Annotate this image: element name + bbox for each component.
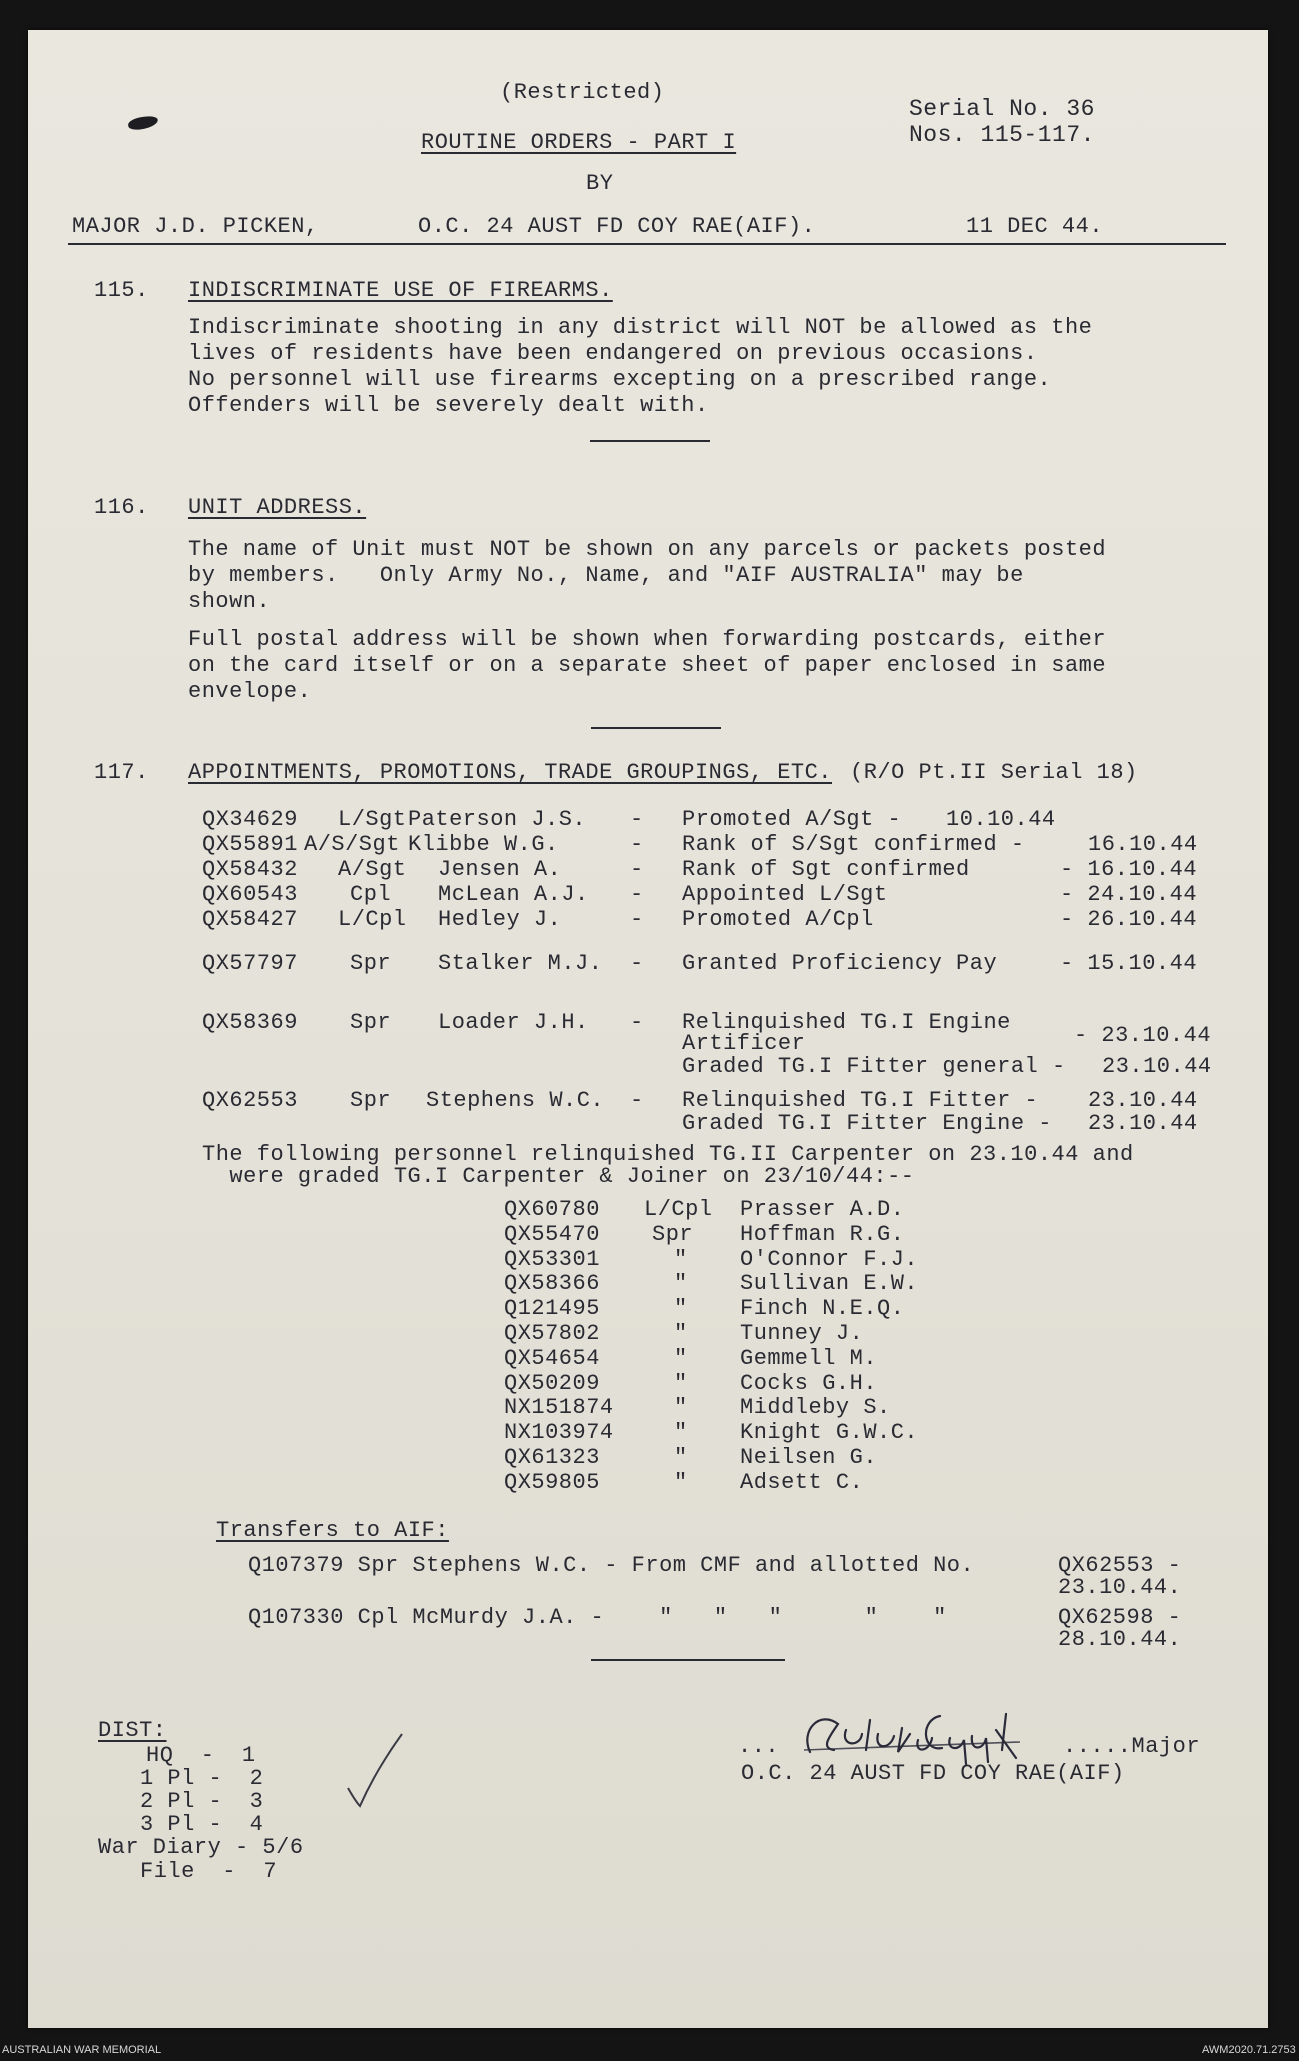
service-number: QX53301 <box>504 1246 600 1272</box>
signature-rank: .....Major <box>1063 1734 1201 1759</box>
distribution-item: 3 Pl - 4 <box>140 1812 264 1837</box>
member-name: Jensen A. <box>438 857 562 882</box>
rank: Spr <box>350 1088 392 1113</box>
member-name: Finch N.E.Q. <box>740 1296 905 1322</box>
service-number: QX58427 <box>202 907 298 932</box>
member-name: Tunney J. <box>740 1321 864 1346</box>
carpenter-row <box>28 1470 1268 1496</box>
rank: " <box>674 1395 688 1421</box>
distribution-item: 1 Pl - 2 <box>140 1766 264 1791</box>
action-date: - 15.10.44 <box>1060 951 1198 976</box>
rank: L/Cpl <box>644 1197 713 1222</box>
appointment-row <box>28 807 1268 833</box>
member-name: Loader J.H. <box>438 1010 589 1035</box>
serial-number: Serial No. 36 <box>909 96 1095 122</box>
service-number: QX55891 <box>202 832 298 857</box>
by-label: BY <box>586 171 614 196</box>
section-116-number: 116. <box>94 495 149 520</box>
appointment-row <box>28 882 1268 908</box>
rank: A/Sgt <box>338 857 407 882</box>
member-name: Neilsen G. <box>740 1445 878 1470</box>
action-date: 10.10.44 <box>946 807 1056 832</box>
section-117-reference: (R/O Pt.II Serial 18) <box>850 760 1138 785</box>
order-numbers: Nos. 115-117. <box>909 122 1095 148</box>
rank: " <box>674 1246 688 1272</box>
service-number: QX57802 <box>504 1321 600 1346</box>
action-date: - 26.10.44 <box>1060 907 1198 932</box>
action: Graded TG.I Fitter Engine - <box>682 1111 1052 1136</box>
transfer-detail: Q107379 Spr Stephens W.C. - From CMF and allotted No. <box>248 1553 975 1578</box>
action-date: - 24.10.44 <box>1060 882 1198 907</box>
section-115-body: Indiscriminate shooting in any district will NOT be allowed as the lives of residents have been endangered on previous occasions. No personnel will use firearms excepting on a prescribed range. Offenders will be severely dealt with. <box>188 315 1093 418</box>
rank: " <box>674 1469 688 1495</box>
rank: Spr <box>350 951 392 976</box>
check-mark <box>346 1730 406 1810</box>
section-117-heading: APPOINTMENTS, PROMOTIONS, TRADE GROUPINGS, ETC. <box>188 760 833 785</box>
section-116-heading: UNIT ADDRESS. <box>188 495 367 520</box>
transfer-row <box>28 1605 1268 1652</box>
rank: " <box>674 1321 688 1346</box>
archive-name: AUSTRALIAN WAR MEMORIAL <box>2 2044 162 2056</box>
service-number: QX60780 <box>504 1197 600 1222</box>
row-dash: - <box>630 832 644 857</box>
action-date: - 23.10.44 <box>1074 1023 1212 1048</box>
signature-title: O.C. 24 AUST FD COY RAE(AIF) <box>741 1761 1125 1786</box>
row-dash: - <box>630 1010 644 1035</box>
row-dash: - <box>630 1088 644 1113</box>
appointment-row <box>28 907 1268 933</box>
issuer: MAJOR J.D. PICKEN, <box>72 214 319 239</box>
rank: L/Sgt <box>338 807 407 832</box>
carpenter-row <box>28 1271 1268 1297</box>
service-number: QX54654 <box>504 1345 600 1371</box>
service-number: QX55470 <box>504 1221 600 1247</box>
document-title: ROUTINE ORDERS - PART I <box>421 130 737 155</box>
member-name: Prasser A.D. <box>740 1197 905 1222</box>
action: Relinquished TG.I Fitter - <box>682 1088 1039 1113</box>
carpenter-row <box>28 1197 1268 1223</box>
member-name: Gemmell M. <box>740 1345 878 1371</box>
service-number: QX62553 <box>202 1088 298 1113</box>
service-number: QX57797 <box>202 951 298 976</box>
service-number: QX58366 <box>504 1271 600 1297</box>
carpenter-row <box>28 1371 1268 1397</box>
appointment-row <box>28 832 1268 858</box>
action: Promoted A/Cpl <box>682 907 874 932</box>
carpenter-intro: The following personnel relinquished TG.II Carpenter on 23.10.44 and were graded TG.I Carpenter & Joiner on 23/10/44:-- <box>202 1142 1134 1189</box>
service-number: QX58432 <box>202 857 298 882</box>
action-date: - 16.10.44 <box>1060 857 1198 882</box>
carpenter-row <box>28 1445 1268 1471</box>
rank: " <box>674 1345 688 1371</box>
member-name: Stephens W.C. <box>426 1088 605 1113</box>
row-dash: - <box>630 857 644 882</box>
action: Appointed L/Sgt <box>682 882 888 907</box>
action: Promoted A/Sgt - <box>682 807 902 832</box>
distribution-item: War Diary - 5/6 <box>98 1835 304 1860</box>
member-name: Cocks G.H. <box>740 1370 878 1396</box>
action: Graded TG.I Fitter general - <box>682 1054 1066 1079</box>
appointment-row <box>28 857 1268 883</box>
distribution-item: HQ - 1 <box>146 1743 256 1768</box>
appointment-row <box>28 951 1268 977</box>
section-117-number: 117. <box>94 760 149 785</box>
action-continued: Artificer <box>682 1031 806 1056</box>
document-page <box>28 30 1268 2028</box>
rank: " <box>674 1271 688 1297</box>
member-name: Hedley J. <box>438 907 562 932</box>
header-rule <box>68 243 1226 245</box>
transfer-detail: Q107330 Cpl McMurdy J.A. - " " " " " <box>248 1605 947 1630</box>
carpenter-row <box>28 1395 1268 1421</box>
ink-blot <box>127 115 158 131</box>
member-name: Stalker M.J. <box>438 951 603 976</box>
section-116-paragraph-1: The name of Unit must NOT be shown on any parcels or packets posted by members. Only Army No., Name, and "AIF AUSTRALIA" may be shown. <box>188 537 1107 614</box>
section-divider <box>590 440 710 442</box>
order-date: 11 DEC 44. <box>966 214 1104 239</box>
member-name: Adsett C. <box>740 1469 864 1495</box>
transfer-number: QX62598 - <box>1058 1605 1182 1630</box>
rank: A/S/Sgt <box>304 832 400 857</box>
carpenter-row <box>28 1321 1268 1347</box>
signature-leader: ... <box>738 1734 780 1759</box>
rank: Cpl <box>350 882 392 907</box>
rank: L/Cpl <box>338 907 407 932</box>
member-name: Klibbe W.G. <box>408 832 559 857</box>
section-divider <box>591 1659 785 1661</box>
action-date: 23.10.44 <box>1102 1054 1212 1079</box>
member-name: Paterson J.S. <box>408 807 587 832</box>
service-number: QX34629 <box>202 807 298 832</box>
action: Rank of S/Sgt confirmed - <box>682 832 1025 857</box>
action: Rank of Sgt confirmed <box>682 857 970 882</box>
distribution-item: File - 7 <box>140 1859 278 1884</box>
appointment-row <box>28 1088 1268 1114</box>
service-number: QX58369 <box>202 1010 298 1035</box>
distribution-item: 2 Pl - 3 <box>140 1789 264 1814</box>
action-date: 16.10.44 <box>1088 832 1198 857</box>
action: Relinquished TG.I Engine <box>682 1010 1011 1035</box>
unit-name: O.C. 24 AUST FD COY RAE(AIF). <box>418 214 816 239</box>
action-date: 23.10.44 <box>1088 1111 1198 1136</box>
rank: " <box>674 1445 688 1470</box>
service-number: QX50209 <box>504 1370 600 1396</box>
rank: Spr <box>350 1010 392 1035</box>
carpenter-row <box>28 1420 1268 1446</box>
action-date: 23.10.44 <box>1088 1088 1198 1113</box>
section-115-heading: INDISCRIMINATE USE OF FIREARMS. <box>188 278 613 303</box>
service-number: QX60543 <box>202 882 298 907</box>
row-dash: - <box>630 951 644 976</box>
member-name: McLean A.J. <box>438 882 589 907</box>
transfer-date: 28.10.44. <box>1058 1627 1182 1652</box>
row-dash: - <box>630 882 644 907</box>
section-divider <box>591 727 721 729</box>
carpenter-row <box>28 1346 1268 1372</box>
archive-reference: AWM2020.71.2753 <box>1202 2044 1296 2056</box>
service-number: NX151874 <box>504 1395 614 1421</box>
signature <box>790 1690 1090 1770</box>
transfers-heading: Transfers to AIF: <box>216 1518 449 1543</box>
section-116-paragraph-2: Full postal address will be shown when forwarding postcards, either on the card itself or on a separate sheet of paper enclosed in same envelope. <box>188 627 1107 704</box>
rank: " <box>674 1296 688 1322</box>
rank: " <box>674 1420 688 1446</box>
service-number: Q121495 <box>504 1296 600 1322</box>
distribution-heading: DIST: <box>98 1718 167 1743</box>
carpenter-row <box>28 1247 1268 1273</box>
member-name: Sullivan E.W. <box>740 1271 919 1297</box>
transfer-number: QX62553 - <box>1058 1553 1182 1578</box>
carpenter-row <box>28 1222 1268 1248</box>
section-115-number: 115. <box>94 278 149 303</box>
service-number: NX103974 <box>504 1420 614 1446</box>
service-number: QX61323 <box>504 1445 600 1470</box>
classification: (Restricted) <box>500 80 665 105</box>
row-dash: - <box>630 807 644 832</box>
row-dash: - <box>630 907 644 932</box>
carpenter-row <box>28 1296 1268 1322</box>
transfer-date: 23.10.44. <box>1058 1575 1182 1600</box>
rank: Spr <box>652 1221 694 1247</box>
member-name: Hoffman R.G. <box>740 1221 905 1247</box>
member-name: Middleby S. <box>740 1395 891 1421</box>
member-name: O'Connor F.J. <box>740 1246 919 1272</box>
action: Granted Proficiency Pay <box>682 951 998 976</box>
service-number: QX59805 <box>504 1469 600 1495</box>
member-name: Knight G.W.C. <box>740 1420 919 1446</box>
transfer-row <box>28 1553 1268 1600</box>
rank: " <box>674 1370 688 1396</box>
